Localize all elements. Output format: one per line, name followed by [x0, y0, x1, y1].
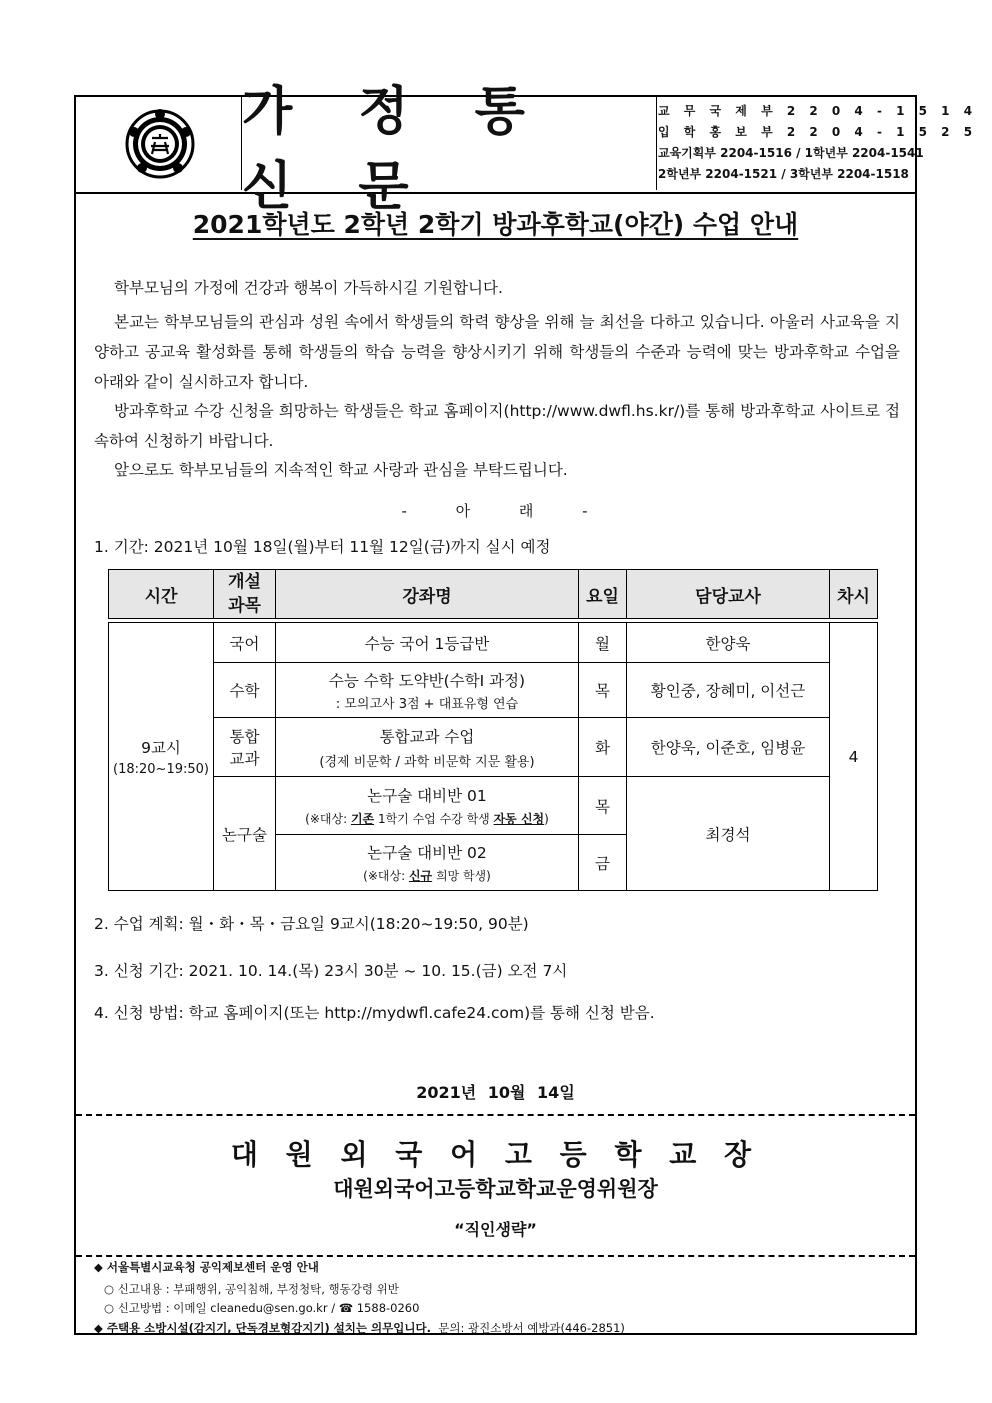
footer-inquiry: 문의: 광진소방서 예방과(446-2851)	[438, 1321, 625, 1335]
header-session: 차시	[830, 570, 878, 619]
day-cell: 목	[579, 777, 627, 835]
course-detail: (경제 비문학 / 과학 비문학 지문 활용)	[319, 754, 535, 770]
course-cell	[276, 718, 579, 777]
item-period: 1. 기간: 2021년 10월 18일(월)부터 11월 12일(금)까지 실시 예정	[94, 538, 551, 556]
course-cell	[276, 663, 579, 718]
paragraph-greeting: 학부모님의 가정에 건강과 행복이 가득하시길 기원합니다.	[114, 279, 503, 297]
day-cell: 금	[579, 835, 627, 891]
note-prefix: (※대상:	[363, 869, 409, 883]
subject-line2: 교과	[229, 750, 260, 768]
course-title: 논구술 대비반 02	[367, 844, 487, 862]
paragraph-intro: 본교는 학부모님들의 관심과 성원 속에서 학생들의 학력 향상을 위해 늘 최선을 다하고 있습니다. 아울러 사교육을 지양하고 공교육 활성화를 통해 학생들의 학습 능력을 향상시키기 위해 학생들의 수준과 능력에 맞는 방과후학교 수업을 아래와 같이 실시하고자 합니다.	[94, 313, 900, 391]
letterhead	[76, 81, 978, 217]
schedule-table	[108, 569, 878, 891]
header-subject-line1: 개설	[228, 572, 261, 592]
teacher-cell: 최경석	[627, 777, 830, 891]
school-emblem-icon	[76, 97, 241, 190]
footer-line: ○ 신고내용 : 부패행위, 공익침해, 부정청탁, 행동강령 위반	[104, 1282, 399, 1296]
course-cell	[276, 777, 579, 835]
contact-line: 교 무 국 제 부 2 2 0 4 - 1 5 1 4	[658, 104, 978, 118]
course-note	[276, 810, 578, 827]
subject-cell: 논구술	[214, 777, 276, 891]
header-day: 요일	[579, 570, 627, 619]
course-note	[276, 867, 578, 884]
footer-fire-notice: ◆ 주택용 소방시설(감지기, 단독경보형감지기) 설치는 의무입니다.	[94, 1321, 431, 1335]
footer-heading: ◆ 서울특별시교육청 공익제보센터 운영 안내	[94, 1260, 319, 1274]
time-cell	[109, 623, 214, 891]
note-emphasis: 기존	[350, 812, 375, 826]
teacher-cell: 황인중, 장혜미, 이선근	[627, 663, 830, 718]
header-subject-line2: 과목	[228, 596, 261, 616]
footer-line	[94, 1259, 319, 1275]
course-detail: : 모의고사 3점 + 대표유형 연습	[335, 696, 519, 712]
subject-cell: 국어	[214, 623, 276, 663]
document-frame	[74, 81, 978, 1335]
header-time: 시간	[109, 570, 214, 619]
contact-numbers	[658, 101, 978, 189]
session-cell: 4	[830, 623, 878, 891]
paragraph-signup: 방과후학교 수강 신청을 희망하는 학생들은 학교 홈페이지(http://www.dwfl.hs.kr/)를 통해 방과후학교 사이트로 접속하여 신청하기 바랍니다.	[94, 402, 900, 450]
contact-line: 2학년부 2204-1521 / 3학년부 2204-1518	[658, 167, 909, 181]
issue-date: 2021년 10월 14일	[416, 1083, 575, 1102]
footer-line: ○ 신고방법 : 이메일 cleanedu@sen.go.kr / ☎ 1588-0260	[104, 1301, 420, 1315]
table-row	[109, 663, 878, 718]
item-apply-method: 4. 신청 방법: 학교 홈페이지(또는 http://mydwfl.cafe24.com)를 통해 신청 받음.	[94, 1004, 655, 1022]
newsletter-title: 가 정 통 신 문	[242, 97, 657, 190]
document-title-text: 2021학년도 2학년 2학기 방과후학교(야간) 수업 안내	[192, 210, 799, 239]
course-cell	[276, 835, 579, 891]
day-cell: 목	[579, 663, 627, 718]
note-text: 1학기 수업 수강 학생	[374, 812, 494, 826]
item-apply-period: 3. 신청 기간: 2021. 10. 14.(목) 23시 30분 ~ 10. 15.(금) 오전 7시	[94, 962, 568, 980]
course-title: 통합교과 수업	[379, 727, 475, 746]
day-cell: 월	[579, 623, 627, 663]
note-emphasis: 자동 신청	[493, 812, 545, 826]
contact-line: 교육기획부 2204-1516 / 1학년부 2204-1541	[658, 146, 924, 160]
paragraph-closing: 앞으로도 학부모님들의 지속적인 학교 사랑과 관심을 부탁드립니다.	[114, 461, 568, 479]
header-teacher: 담당교사	[627, 570, 830, 619]
table-header-row	[109, 570, 878, 619]
subject-line1: 통합	[229, 728, 260, 746]
note-suffix: )	[544, 812, 549, 826]
header-subject	[214, 570, 276, 619]
note-emphasis: 신규	[408, 869, 433, 883]
divider	[76, 1255, 915, 1257]
subject-cell: 수학	[214, 663, 276, 718]
table-row	[109, 623, 878, 663]
note-prefix: (※대상:	[305, 812, 351, 826]
course-cell: 수능 국어 1등급반	[276, 623, 579, 663]
course-title: 논구술 대비반 01	[367, 787, 487, 805]
footer-line	[94, 1320, 625, 1336]
divider	[76, 1114, 915, 1116]
committee-signature: 대원외국어고등학교학교운영위원장	[333, 1177, 658, 1201]
school-emblem	[76, 97, 242, 190]
course-title: 수능 수학 도약반(수학Ⅰ 과정)	[328, 671, 526, 690]
table-row	[109, 777, 878, 835]
seal-note: “직인생략”	[454, 1220, 537, 1239]
teacher-cell: 한양욱	[627, 623, 830, 663]
subject-cell	[214, 718, 276, 777]
note-text: 희망 학생)	[432, 869, 491, 883]
time-period: 9교시	[141, 739, 181, 757]
document-title	[76, 205, 915, 241]
principal-signature: 대 원 외 국 어 고 등 학 교 장	[230, 1138, 761, 1171]
below-mark: - 아 래 -	[401, 502, 590, 520]
day-cell: 화	[579, 718, 627, 777]
time-range: (18:20~19:50)	[113, 762, 209, 777]
teacher-cell: 한양욱, 이준호, 임병윤	[627, 718, 830, 777]
header-course: 강좌명	[276, 570, 579, 619]
table-row	[109, 718, 878, 777]
contact-line: 입 학 홍 보 부 2 2 0 4 - 1 5 2 5	[658, 125, 978, 139]
item-plan: 2. 수업 계획: 월・화・목・금요일 9교시(18:20~19:50, 90분)	[94, 915, 529, 933]
